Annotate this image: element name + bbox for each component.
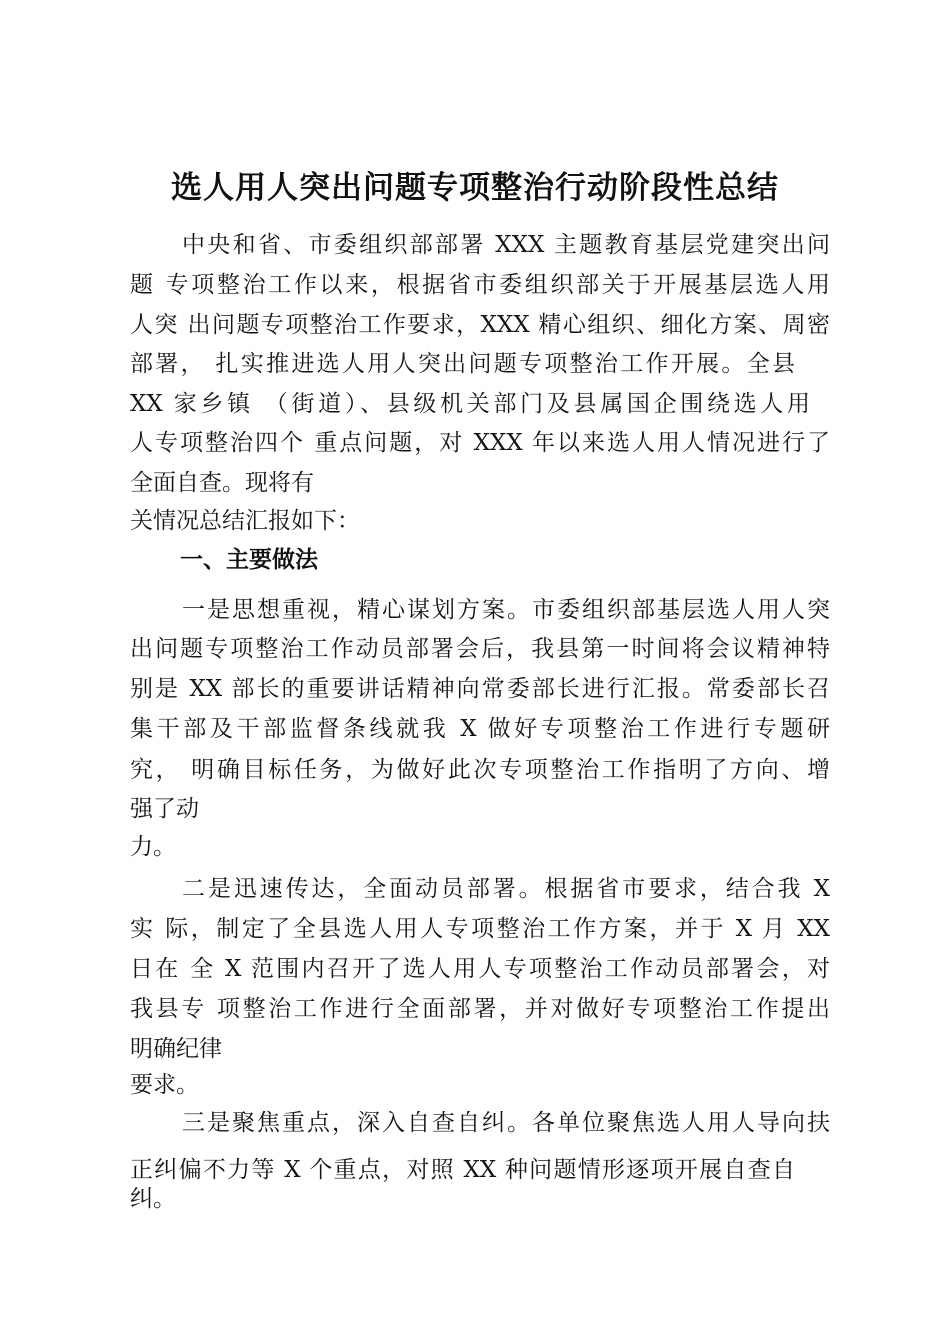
text-line: 人专项整治四个 重点问题，对 XXX 年以来选人用人情况进行了 bbox=[130, 430, 830, 456]
text-line: 明确纪律 bbox=[130, 1036, 222, 1062]
document-title: 选人用人突出问题专项整治行动阶段性总结 bbox=[171, 170, 779, 206]
text-line: 强了动 bbox=[130, 796, 199, 822]
text-line: 中央和省、市委组织部部署 XXX 主题教育基层党建突出问 bbox=[182, 232, 830, 258]
text-line: 我县专 项整治工作进行全面部署，并对做好专项整治工作提出 bbox=[130, 996, 830, 1022]
text-line: 正纠偏不力等 X 个重点，对照 XX 种问题情形逐项开展自查自 bbox=[130, 1157, 795, 1183]
text-line: 究， 明确目标任务，为做好此次专项整治工作指明了方向、增 bbox=[130, 757, 830, 783]
text-line: 出问题专项整治工作动员部署会后，我县第一时间将会议精神特 bbox=[130, 636, 830, 662]
text-line: 部署， 扎实推进选人用人突出问题专项整治工作开展。全县 bbox=[130, 351, 795, 377]
section-heading: 一、主要做法 bbox=[180, 547, 318, 573]
text-line: 全面自查。现将有 bbox=[130, 470, 314, 496]
text-line: 日在 全 X 范围内召开了选人用人专项整治工作动员部署会，对 bbox=[130, 956, 830, 982]
text-line: 二是迅速传达，全面动员部署。根据省市要求，结合我 X bbox=[182, 876, 830, 902]
text-line: XX 家乡镇 （街道）、县级机关部门及县属国企围绕选人用 bbox=[130, 391, 810, 417]
text-line: 纠。 bbox=[130, 1186, 176, 1212]
text-line: 力。 bbox=[130, 834, 176, 860]
text-line: 一是思想重视，精心谋划方案。市委组织部基层选人用人突 bbox=[182, 597, 830, 623]
text-line: 人突 出问题专项整治工作要求，XXX 精心组织、细化方案、周密 bbox=[130, 312, 830, 338]
text-line: 关情况总结汇报如下： bbox=[130, 508, 360, 534]
text-line: 实 际，制定了全县选人用人专项整治工作方案，并于 X 月 XX bbox=[130, 916, 830, 942]
text-line: 集干部及干部监督条线就我 X 做好专项整治工作进行专题研 bbox=[130, 716, 830, 742]
text-line: 三是聚焦重点，深入自查自纠。各单位聚焦选人用人导向扶 bbox=[182, 1110, 830, 1136]
text-line: 题 专项整治工作以来，根据省市委组织部关于开展基层选人用 bbox=[130, 272, 830, 298]
text-line: 别是 XX 部长的重要讲话精神向常委部长进行汇报。常委部长召 bbox=[130, 676, 830, 702]
text-line: 要求。 bbox=[130, 1072, 199, 1098]
